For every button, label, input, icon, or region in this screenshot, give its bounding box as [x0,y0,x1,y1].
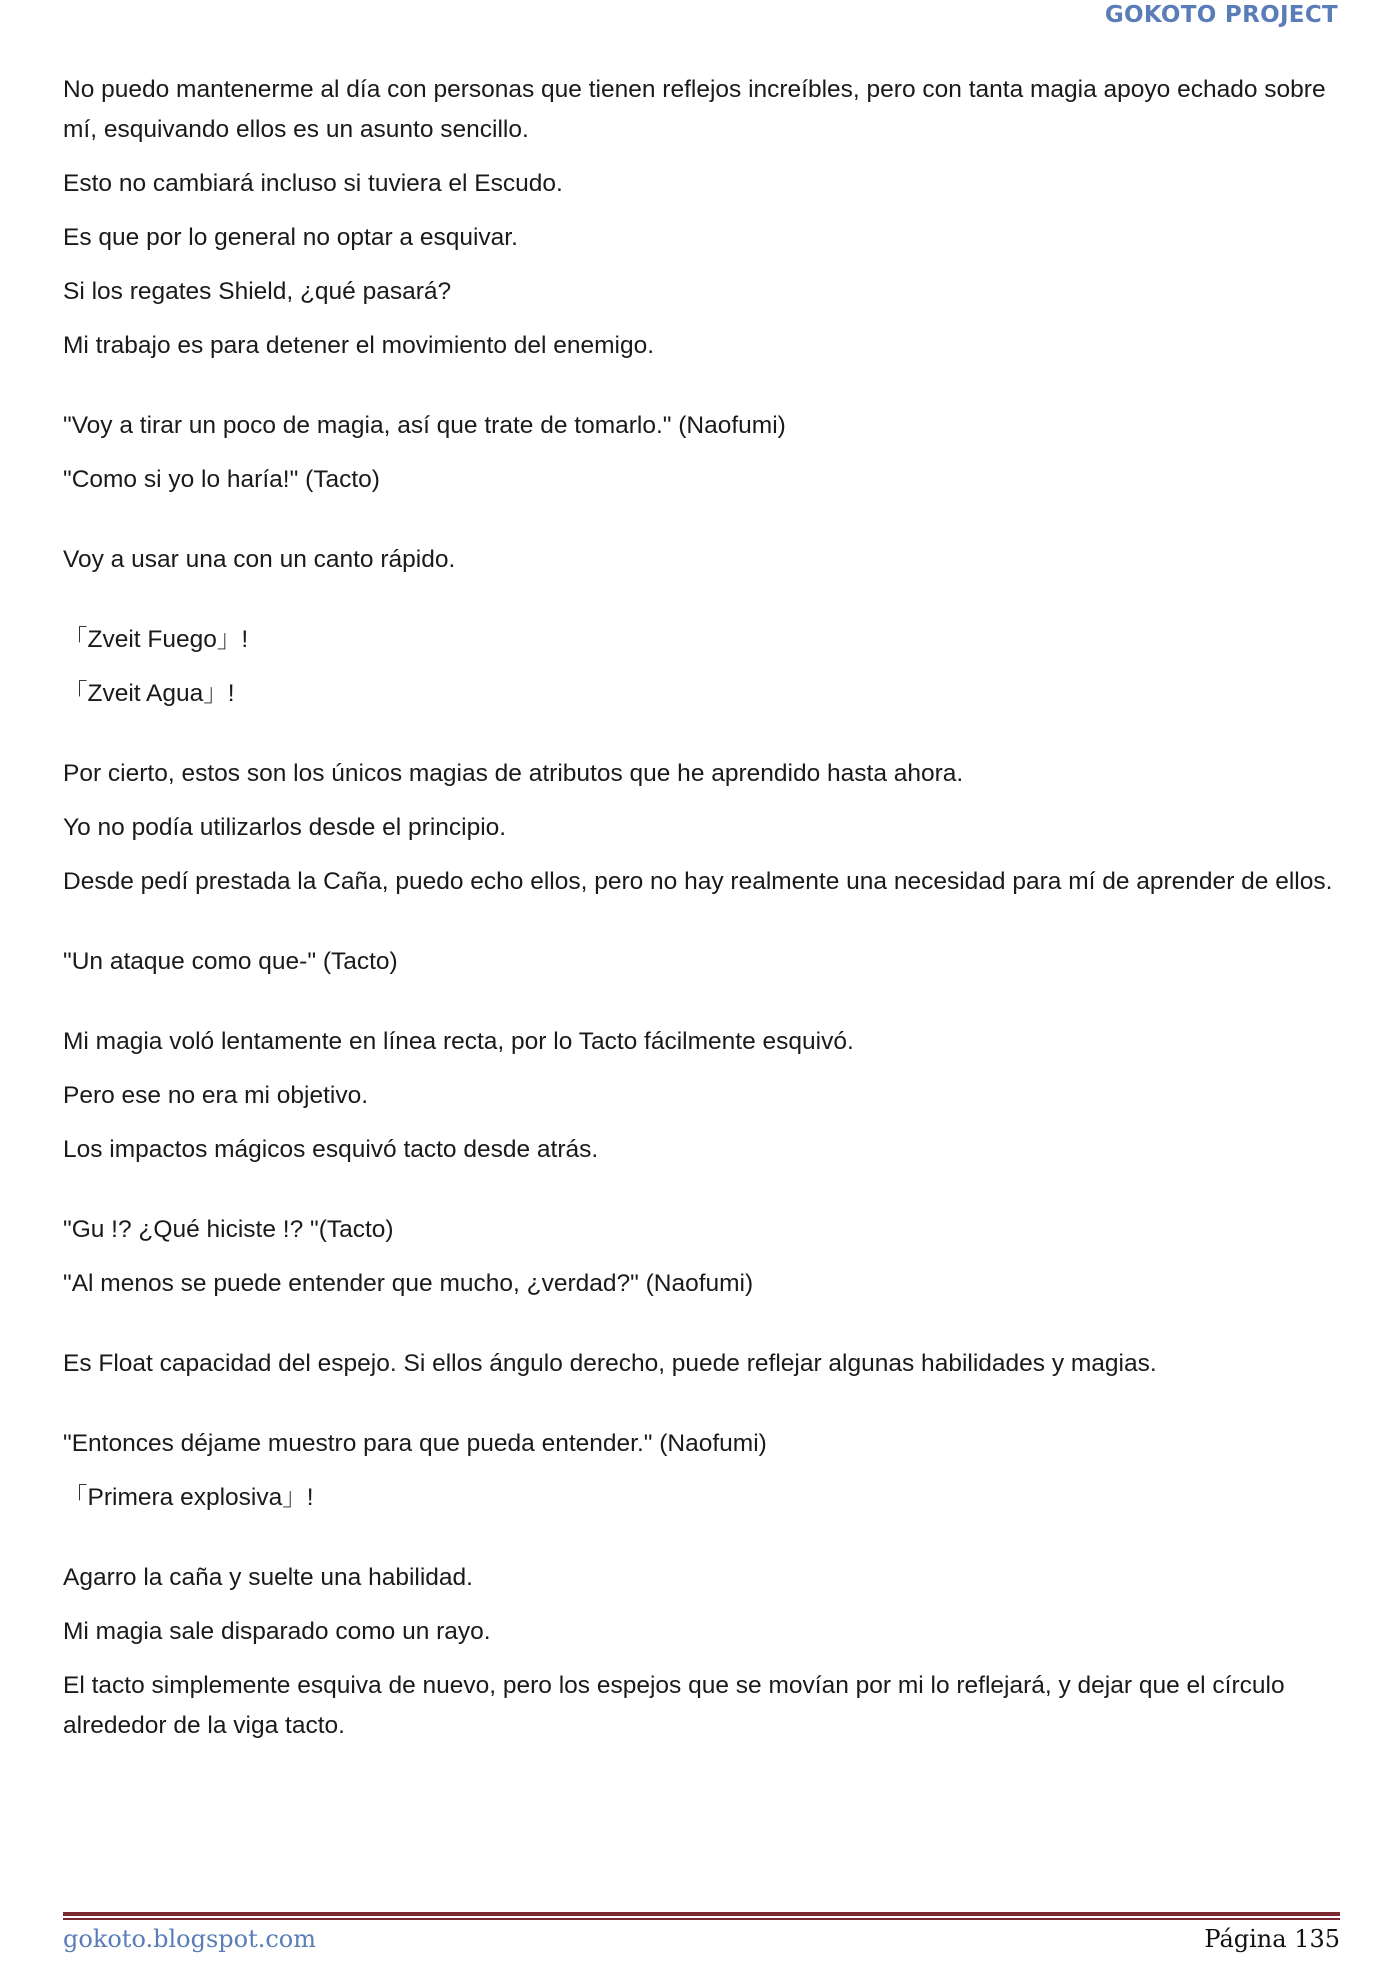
paragraph: Yo no podía utilizarlos desde el principio. [63,814,507,841]
page-body [63,70,1346,1760]
paragraph: Es Float capacidad del espejo. Si ellos ángulo derecho, puede reflejar algunas habilidades y magias. [63,1350,1157,1377]
paragraph: Pero ese no era mi objetivo. [63,1082,369,1109]
dialogue-line: "Gu !? ¿Qué hiciste !? "(Tacto) [63,1216,394,1243]
paragraph: Agarro la caña y suelte una habilidad. [63,1564,473,1591]
paragraph: Es que por lo general no optar a esquivar. [63,224,518,251]
header-title: GOKOTO PROJECT [1104,2,1338,28]
footer-site-link[interactable]: gokoto.blogspot.com [63,1925,317,1953]
paragraph: Voy a usar una con un canto rápido. [63,546,456,573]
dialogue-line: "Como si yo lo haría!" (Tacto) [63,466,380,493]
paragraph: Si los regates Shield, ¿qué pasará? [63,278,452,305]
dialogue-line: "Voy a tirar un poco de magia, así que trate de tomarlo." (Naofumi) [63,412,786,439]
spell-line: 「Zveit Fuego」! [63,626,249,653]
paragraph: Esto no cambiará incluso si tuviera el Escudo. [63,170,563,197]
spell-line: 「Zveit Agua」! [63,680,235,707]
paragraph: Por cierto, estos son los únicos magias de atributos que he aprendido hasta ahora. [63,760,964,787]
footer-rule-thin [63,1918,1340,1920]
spell-line: 「Primera explosiva」! [63,1484,314,1511]
footer-rule-thick [63,1912,1340,1916]
paragraph: No puedo mantenerme al día con personas que tienen reflejos increíbles, pero con tanta magia apoyo echado sobre mí, esquivando ellos es un asunto sencillo. [63,76,1326,143]
paragraph: El tacto simplemente esquiva de nuevo, pero los espejos que se movían por mi lo reflejará, y dejar que el círculo alrededor de la viga tacto. [63,1672,1285,1739]
footer-rule [63,1912,1340,1920]
paragraph: Mi magia voló lentamente en línea recta, por lo Tacto fácilmente esquivó. [63,1028,854,1055]
dialogue-line: "Entonces déjame muestro para que pueda entender." (Naofumi) [63,1430,767,1457]
page-number: Página 135 [1204,1925,1340,1953]
paragraph: Los impactos mágicos esquivó tacto desde atrás. [63,1136,599,1163]
dialogue-line: "Un ataque como que-" (Tacto) [63,948,398,975]
paragraph: Desde pedí prestada la Caña, puedo echo ellos, pero no hay realmente una necesidad para mí de aprender de ellos. [63,868,1333,895]
dialogue-line: "Al menos se puede entender que mucho, ¿verdad?" (Naofumi) [63,1270,754,1297]
paragraph: Mi magia sale disparado como un rayo. [63,1618,491,1645]
paragraph: Mi trabajo es para detener el movimiento del enemigo. [63,332,655,359]
